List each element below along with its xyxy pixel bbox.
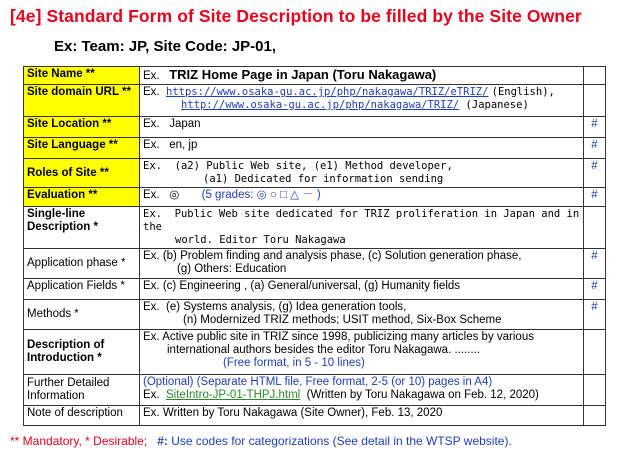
ex-prefix: Ex.: [143, 301, 160, 313]
site-language-value: en, jp: [169, 139, 198, 151]
row-application-fields: [24, 279, 606, 300]
further-info-note: (Written by Toru Nakagawa on Feb. 12, 2020): [306, 389, 539, 401]
hash-note: [584, 406, 606, 426]
ex-prefix: Ex.: [143, 250, 160, 262]
value-further-info: [140, 375, 584, 406]
ex-prefix: Ex.: [143, 160, 162, 172]
hash-single-line: [584, 207, 606, 249]
site-name-value: TRIZ Home Page in Japan (Toru Nakagawa): [169, 67, 437, 82]
label-application-phase: Application phase *: [24, 249, 140, 279]
value-evaluation: [140, 188, 584, 207]
value-note: [140, 406, 584, 426]
value-domain-url: [140, 85, 584, 117]
url-japanese-note: (Japanese): [465, 99, 529, 111]
hash-site-location: #: [584, 117, 606, 138]
hash-evaluation: #: [584, 188, 606, 207]
label-domain-url: Site domain URL **: [24, 85, 140, 117]
ex-prefix: Ex.: [143, 208, 162, 220]
row-application-phase: [24, 249, 606, 279]
description-format-note: (Free format, in 5 - 10 lines): [223, 357, 365, 369]
ex-prefix: Ex.: [143, 118, 160, 130]
row-site-location: [24, 117, 606, 138]
value-site-name: [140, 67, 584, 85]
row-methods: [24, 300, 606, 330]
label-site-language: Site Language **: [24, 138, 140, 159]
application-fields-value: (c) Engineering , (a) General/universal, (g) Humanity fields: [162, 280, 461, 292]
hash-site-language: #: [584, 138, 606, 159]
value-roles: [140, 159, 584, 188]
label-site-name: Site Name **: [24, 67, 140, 85]
hash-application-fields: #: [584, 279, 606, 300]
url-english-link[interactable]: https://www.osaka-gu.ac.jp/php/nakagawa/TRIZ/eTRIZ/: [166, 86, 489, 98]
hash-domain-url: [584, 85, 606, 117]
ex-prefix: Ex.: [143, 189, 160, 201]
row-site-language: [24, 138, 606, 159]
ex-prefix: Ex.: [143, 331, 160, 343]
single-line-line2: world. Editor Toru Nakagawa: [175, 234, 346, 246]
site-intro-link[interactable]: SiteIntro-JP-01-THPJ.html: [166, 389, 301, 401]
hash-description-introduction: [584, 330, 606, 375]
footer-hash: #:: [157, 434, 168, 448]
footer-legend: [10, 434, 512, 448]
site-description-table: [23, 66, 606, 426]
roles-line1: (a2) Public Web site, (e1) Method developer,: [174, 160, 453, 172]
ex-prefix: Ex.: [143, 139, 160, 151]
value-application-fields: [140, 279, 584, 300]
hash-roles: #: [584, 159, 606, 188]
evaluation-value: ◎: [169, 189, 180, 201]
row-roles: [24, 159, 606, 188]
page-subtitle: Ex: Team: JP, Site Code: JP-01,: [54, 38, 277, 55]
value-site-language: [140, 138, 584, 159]
description-line1: Active public site in TRIZ since 1998, publicizing many articles by various: [162, 331, 534, 343]
label-methods: Methods *: [24, 300, 140, 330]
ex-prefix: Ex.: [143, 280, 160, 292]
page-title: [4e] Standard Form of Site Description to be filled by the Site Owner: [10, 6, 582, 26]
ex-prefix: Ex.: [143, 389, 160, 401]
value-description-introduction: [140, 330, 584, 375]
ex-prefix: Ex.: [143, 407, 160, 419]
single-line-line1: Public Web site dedicated for TRIZ proliferation in Japan and in the: [143, 208, 580, 233]
ex-prefix: Ex.: [143, 86, 160, 98]
site-location-value: Japan: [169, 118, 201, 130]
label-evaluation: Evaluation **: [24, 188, 140, 207]
value-methods: [140, 300, 584, 330]
value-application-phase: [140, 249, 584, 279]
hash-further-info: [584, 375, 606, 406]
roles-line2: (a1) Dedicated for information sending: [203, 173, 444, 185]
ex-prefix: Ex.: [143, 70, 160, 82]
row-note: [24, 406, 606, 426]
url-japanese-link[interactable]: http://www.osaka-gu.ac.jp/php/nakagawa/TRIZ/: [181, 99, 460, 111]
row-single-line: [24, 207, 606, 249]
label-note: Note of description: [24, 406, 140, 426]
value-single-line: [140, 207, 584, 249]
label-description-introduction: Description of Introduction *: [24, 330, 140, 375]
methods-line1: (e) Systems analysis, (g) Idea generation tools,: [166, 301, 407, 313]
label-roles: Roles of Site **: [24, 159, 140, 188]
footer-text: Use codes for categorizations (See detail in the WTSP website).: [167, 434, 512, 448]
row-site-name: [24, 67, 606, 85]
footer-desirable: * Desirable;: [81, 434, 148, 448]
hash-methods: #: [584, 300, 606, 330]
application-phase-line1: (b) Problem finding and analysis phase, (c) Solution generation phase,: [162, 250, 522, 262]
url-english-note: (English),: [491, 86, 555, 98]
label-single-line: Single-line Description *: [24, 207, 140, 249]
hash-site-name: [584, 67, 606, 85]
value-site-location: [140, 117, 584, 138]
label-application-fields: Application Fields *: [24, 279, 140, 300]
label-site-location: Site Location **: [24, 117, 140, 138]
row-description-introduction: [24, 330, 606, 375]
note-value: Written by Toru Nakagawa (Site Owner), Feb. 13, 2020: [162, 407, 443, 419]
row-further-info: [24, 375, 606, 406]
description-line2: international authors besides the editor Toru Nakagawa. ........: [167, 344, 481, 356]
row-domain-url: [24, 85, 606, 117]
evaluation-grades-note: (5 grades: ◎ ○ □ △ － ): [201, 189, 321, 201]
row-evaluation: [24, 188, 606, 207]
footer-mandatory: ** Mandatory,: [10, 434, 82, 448]
label-further-info: Further Detailed Information: [24, 375, 140, 406]
hash-application-phase: #: [584, 249, 606, 279]
methods-line2: (n) Modernized TRIZ methods; USIT method, Six-Box Scheme: [183, 314, 502, 326]
application-phase-line2: (g) Others: Education: [177, 263, 287, 275]
further-info-line1: (Optional) (Separate HTML file, Free format, 2-5 (or 10) pages in A4): [143, 376, 493, 388]
